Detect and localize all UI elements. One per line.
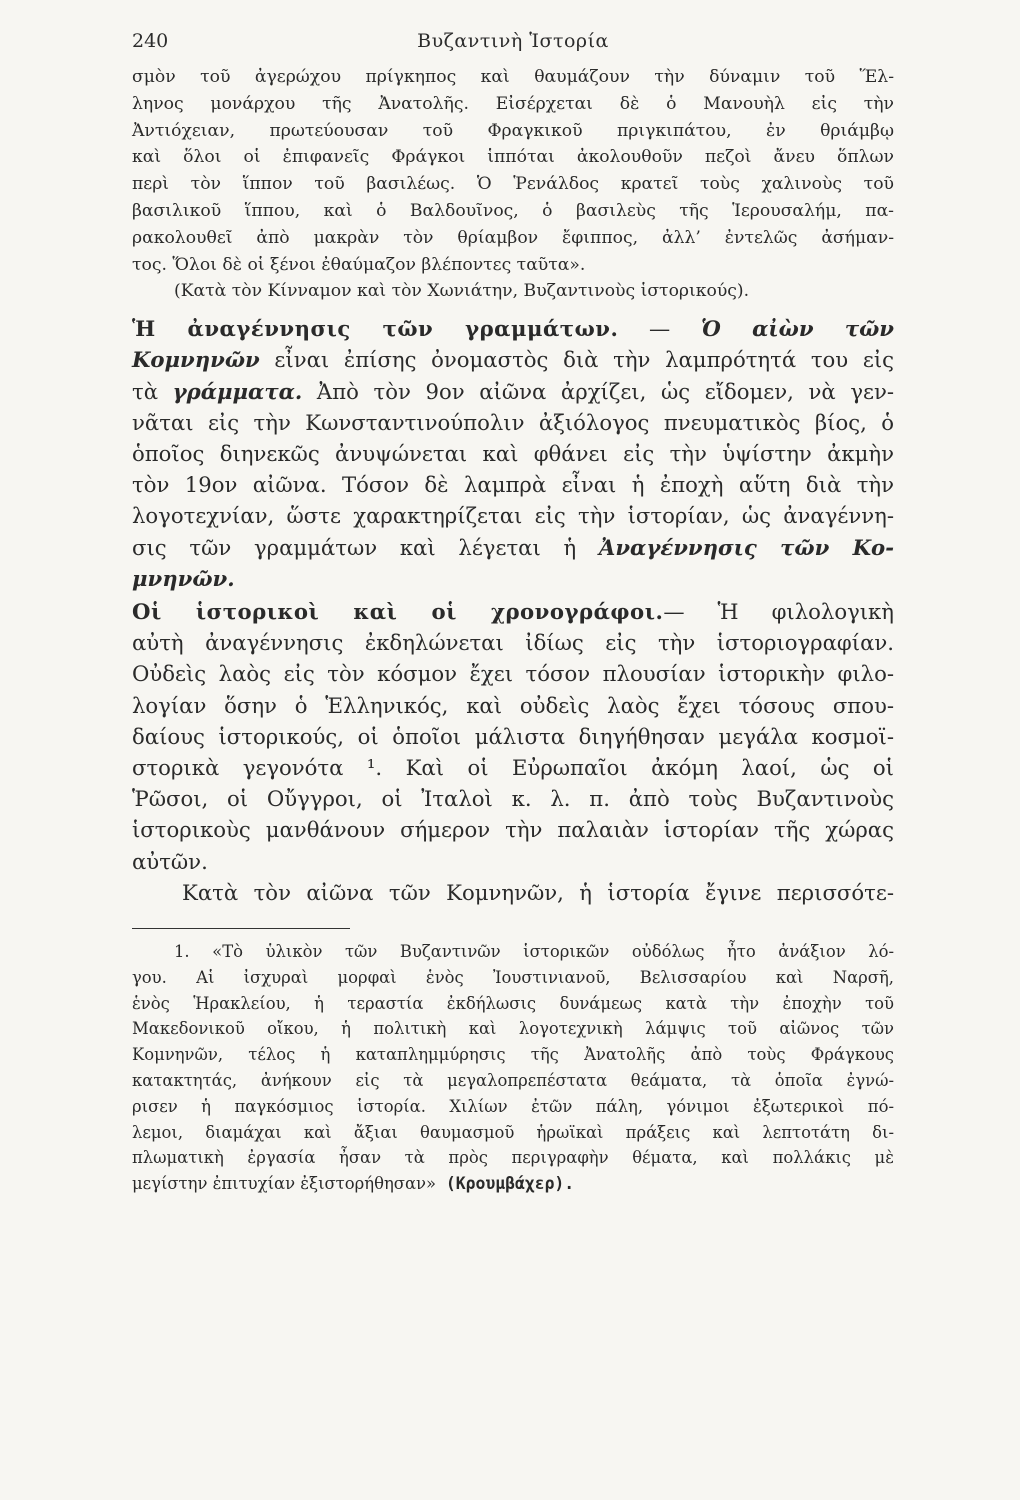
italic-phrase: μνηνῶν.: [132, 565, 235, 591]
body-line: στορικὰ γεγονότα ¹. Καὶ οἱ Εὐρωπαῖοι ἀκόμη λαοί, ὡς οἱ: [132, 755, 894, 781]
body-line: ὁποῖος διηνεκῶς ἀνυψώνεται καὶ φθάνει εἰς τὴν ὑψίστην ἀκμὴν: [132, 440, 894, 466]
body-line: αὐτῶν.: [132, 848, 208, 874]
running-title: Βυζαντινὴ Ἱστορία: [417, 30, 609, 52]
section-historians: [132, 596, 894, 908]
footnote-line: πλωματικὴ ἐργασία ἦσαν τὰ πρὸς περιγραφὴν θέματα, καὶ πολλάκις μὲ: [132, 1148, 894, 1168]
section-heading-renaissance: Ἡ ἀναγέννησις τῶν γραμμάτων.: [132, 316, 619, 342]
quote-line: Ἀντιόχειαν, πρωτεύουσαν τοῦ Φραγκικοῦ πριγκιπάτου, ἐν θριάμβῳ: [132, 120, 894, 141]
quote-line: ληνος μονάρχου τῆς Ἀνατολῆς. Εἰσέρχεται δὲ ὁ Μανουὴλ εἰς τὴν: [132, 93, 894, 114]
footnote: [132, 939, 894, 1197]
body-text: σις τῶν γραμμάτων καὶ λέγεται ἡ: [132, 534, 599, 560]
footnote-line: κατακτητάς, ἀνήκουν εἰς τὰ μεγαλοπρεπέστατα θεάματα, τὰ ὁποῖα ἐγνώ-: [132, 1071, 894, 1091]
footnote-line: μεγίστην ἐπιτυχίαν ἐξιστορήθησαν»: [132, 1174, 437, 1194]
footnote-line: ρισεν ἡ παγκόσμιος ἱστορία. Χιλίων ἐτῶν πάλη, γόνιμοι ἐξωτερικοὶ πό-: [132, 1096, 894, 1116]
italic-phrase: γράμματα.: [172, 378, 303, 404]
body-text: Ἀπὸ τὸν 9ον αἰῶνα ἀρχίζει, ὡς εἴδομεν, νὰ γεν-: [302, 378, 894, 404]
quoted-passage: [132, 64, 894, 278]
book-page: [132, 30, 894, 1197]
quote-line: βασιλικοῦ ἵππου, καὶ ὁ Βαλδουῖνος, ὁ βασιλεὺς τῆς Ἱερουσαλήμ, πα-: [132, 200, 894, 221]
body-line: λογίαν ὅσην ὁ Ἑλληνικός, καὶ οὐδεὶς λαὸς ἔχει τόσους σπου-: [132, 692, 894, 718]
footnote-line: 1. «Τὸ ὑλικὸν τῶν Βυζαντινῶν ἱστορικῶν οὐδόλως ἦτο ἀνάξιον λό-: [174, 942, 894, 962]
section-renaissance: [132, 313, 894, 594]
body-text: τὰ: [132, 378, 173, 404]
footnote-line: γου. Αἱ ἰσχυραὶ μορφαὶ ἑνὸς Ἰουστινιανοῦ, Βελισσαρίου καὶ Ναρσῆ,: [132, 967, 894, 987]
footnote-line: Μακεδονικοῦ οἴκου, ἡ πολιτικὴ καὶ λογοτεχνικὴ λάμψις τοῦ αἰῶνος τῶν: [132, 1019, 894, 1039]
footnote-attribution: (Κρουμβάχερ).: [436, 1174, 575, 1194]
section-heading-historians: Οἱ ἱστορικοὶ καὶ οἱ χρονογράφοι.: [132, 599, 664, 624]
quote-line: σμὸν τοῦ ἀγερώχου πρίγκηπος καὶ θαυμάζουν τὴν δύναμιν τοῦ Ἕλ-: [132, 67, 894, 87]
body-line: λογοτεχνίαν, ὥστε χαρακτηρίζεται εἰς τὴν ἱστορίαν, ὡς ἀναγέννη-: [132, 503, 894, 529]
body-line: τὸν 19ον αἰῶνα. Τόσον δὲ λαμπρὰ εἶναι ἡ ἐποχὴ αὕτη διὰ τὴν: [132, 472, 894, 498]
footnote-line: ἑνὸς Ἡρακλείου, ἡ τεραστία ἐκδήλωσις δυνάμεως κατὰ τὴν ἐποχὴν τοῦ: [132, 993, 894, 1013]
body-line: Ῥῶσοι, οἱ Οὔγγροι, οἱ Ἰταλοὶ κ. λ. π. ἀπὸ τοὺς Βυζαντινοὺς: [132, 786, 894, 812]
body-line: αὐτὴ ἀναγέννησις ἐκδηλώνεται ἰδίως εἰς τὴν ἱστοριογραφίαν.: [132, 630, 894, 656]
quote-line: καὶ ὅλοι οἱ ἐπιφανεῖς Φράγκοι ἱππόται ἀκολουθοῦν πεζοὶ ἄνευ ὅπλων: [132, 147, 894, 168]
page-number: 240: [132, 30, 169, 52]
body-line: νᾶται εἰς τὴν Κωνσταντινούπολιν ἀξιόλογος πνευματικὸς βίος, ὁ: [132, 409, 894, 435]
quote-line: περὶ τὸν ἵππον τοῦ βασιλέως. Ὁ Ῥενάλδος κρατεῖ τοὺς χαλινοὺς τοῦ: [132, 174, 894, 195]
body-line: Κατὰ τὸν αἰῶνα τῶν Κομνηνῶν, ἡ ἱστορία ἔγινε περισσότε-: [182, 879, 894, 905]
dash: —: [618, 316, 701, 342]
running-head: [132, 30, 894, 64]
citation: (Κατὰ τὸν Κίνναμον καὶ τὸν Χωνιάτην, Βυζαντινοὺς ἱστορικούς).: [174, 281, 750, 302]
quote-line: τος. Ὅλοι δὲ οἱ ξένοι ἐθαύμαζον βλέποντες ταῦτα».: [132, 254, 586, 275]
footnote-line: λεμοι, διαμάχαι καὶ ἄξιαι θαυμασμοῦ ἡρωϊκαὶ πράξεις καὶ λεπτοτάτη δι-: [132, 1122, 894, 1142]
footnote-line: Κομνηνῶν, τέλος ἡ καταπλημμύρησις τῆς Ἀνατολῆς ἀπὸ τοὺς Φράγκους: [132, 1045, 894, 1065]
quote-line: ρακολουθεῖ ἀπὸ μακρὰν τὸν θρίαμβον ἔφιππος, ἀλλ’ ἐντελῶς ἀσήμαν-: [132, 227, 894, 248]
footnote-rule: [132, 928, 350, 929]
italic-phrase: Ὁ αἰὼν τῶν: [700, 316, 894, 342]
body-line: Οὐδεὶς λαὸς εἰς τὸν κόσμον ἔχει τόσον πλουσίαν ἱστορικὴν φιλο-: [132, 661, 894, 687]
body-line: δαίους ἱστορικούς, οἱ ὁποῖοι μάλιστα διηγήθησαν μεγάλα κοσμοϊ-: [132, 723, 894, 749]
italic-phrase: Ἀναγέννησις τῶν Κο-: [598, 534, 894, 560]
italic-phrase: Κομνηνῶν: [132, 347, 260, 373]
body-text: — Ἡ φιλολογικὴ: [663, 599, 894, 624]
body-line: ἱστορικοὺς μανθάνουν σήμερον τὴν παλαιὰν ἱστορίαν τῆς χώρας: [132, 817, 894, 843]
body-text: εἶναι ἐπίσης ὀνομαστὸς διὰ τὴν λαμπρότητά του εἰς: [259, 347, 894, 373]
